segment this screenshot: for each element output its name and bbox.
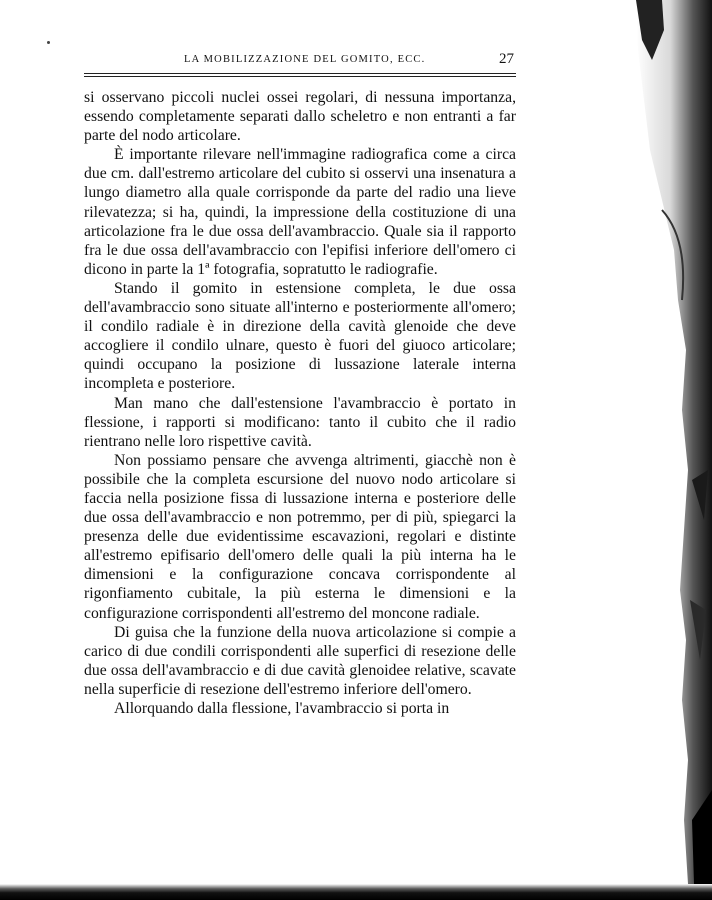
header-rule-top: [84, 73, 516, 74]
running-title: LA MOBILIZZAZIONE DEL GOMITO, ECC.: [184, 54, 426, 65]
paragraph-6: Di guisa che la funzione della nuova articolazione si compie a carico di due condili corrispondenti alle superfici di resezione delle due ossa dell'avambraccio e di due cavità glenoidee relative, scavate nella superficie di resezione dell'estremo inferiore dell'omero.: [84, 623, 516, 698]
scan-edge-bottom: [0, 884, 712, 900]
paper-speck: [47, 41, 50, 44]
scan-edge-right: [622, 0, 712, 884]
paragraph-1: si osservano piccoli nuclei ossei regolari, di nessuna importanza, essendo completamente separati dallo scheletro e non entranti a far parte del nodo articolare.: [84, 89, 516, 145]
body-text: [84, 88, 516, 718]
paragraph-4: Man mano che dall'estensione l'avambraccio è portato in flessione, i rapporti si modificano: tanto il cubito che il radio rientrano nelle loro rispettive cavità.: [84, 394, 516, 450]
paragraph-5: Non possiamo pensare che avvenga altrimenti, giacchè non è possibile che la completa escursione del nuovo nodo articolare si faccia nella posizione fissa di lussazione interna e posteriore delle due ossa dell'avambraccio e non potremmo, per di più, spiegarci la presenza delle due evidentissime escavazioni, regolari e distinte all'estremo epifisario dell'omero delle quali la più interna ha le dimensioni e la configurazione concava corrispondente al rigonfiamento cubitale, la più esterna le dimensioni e la configurazione corrispondenti all'estremo del moncone radiale.: [84, 451, 516, 622]
header-rule-bottom: [84, 76, 516, 77]
paragraph-7: Allorquando dalla flessione, l'avambraccio si porta in: [114, 700, 450, 717]
running-head: [84, 52, 516, 70]
page-number: 27: [499, 51, 514, 67]
paragraph-3: Stando il gomito in estensione completa, le due ossa dell'avambraccio sono situate all'interno e posteriormente all'omero; il condilo radiale è in direzione della cavità glenoide che deve accogliere il condilo ulnare, questo è fuori del giuoco articolare; quindi occupano la posizione di lussazione laterale interna incompleta e posteriore.: [84, 279, 516, 393]
paragraph-2: È importante rilevare nell'immagine radiografica come a circa due cm. dall'estremo articolare del cubito si osservi una insenatura a lungo diametro alla quale corrisponde da parte del radio una lieve rilevatezza; si ha, quindi, la impressione della costituzione di una articolazione fra le due ossa dell'avambraccio. Quale sia il rapporto fra le due ossa dell'avambraccio con l'epifisi inferiore dell'omero ci dicono in parte la 1ª fotografia, sopratutto le radiografie.: [84, 146, 516, 278]
